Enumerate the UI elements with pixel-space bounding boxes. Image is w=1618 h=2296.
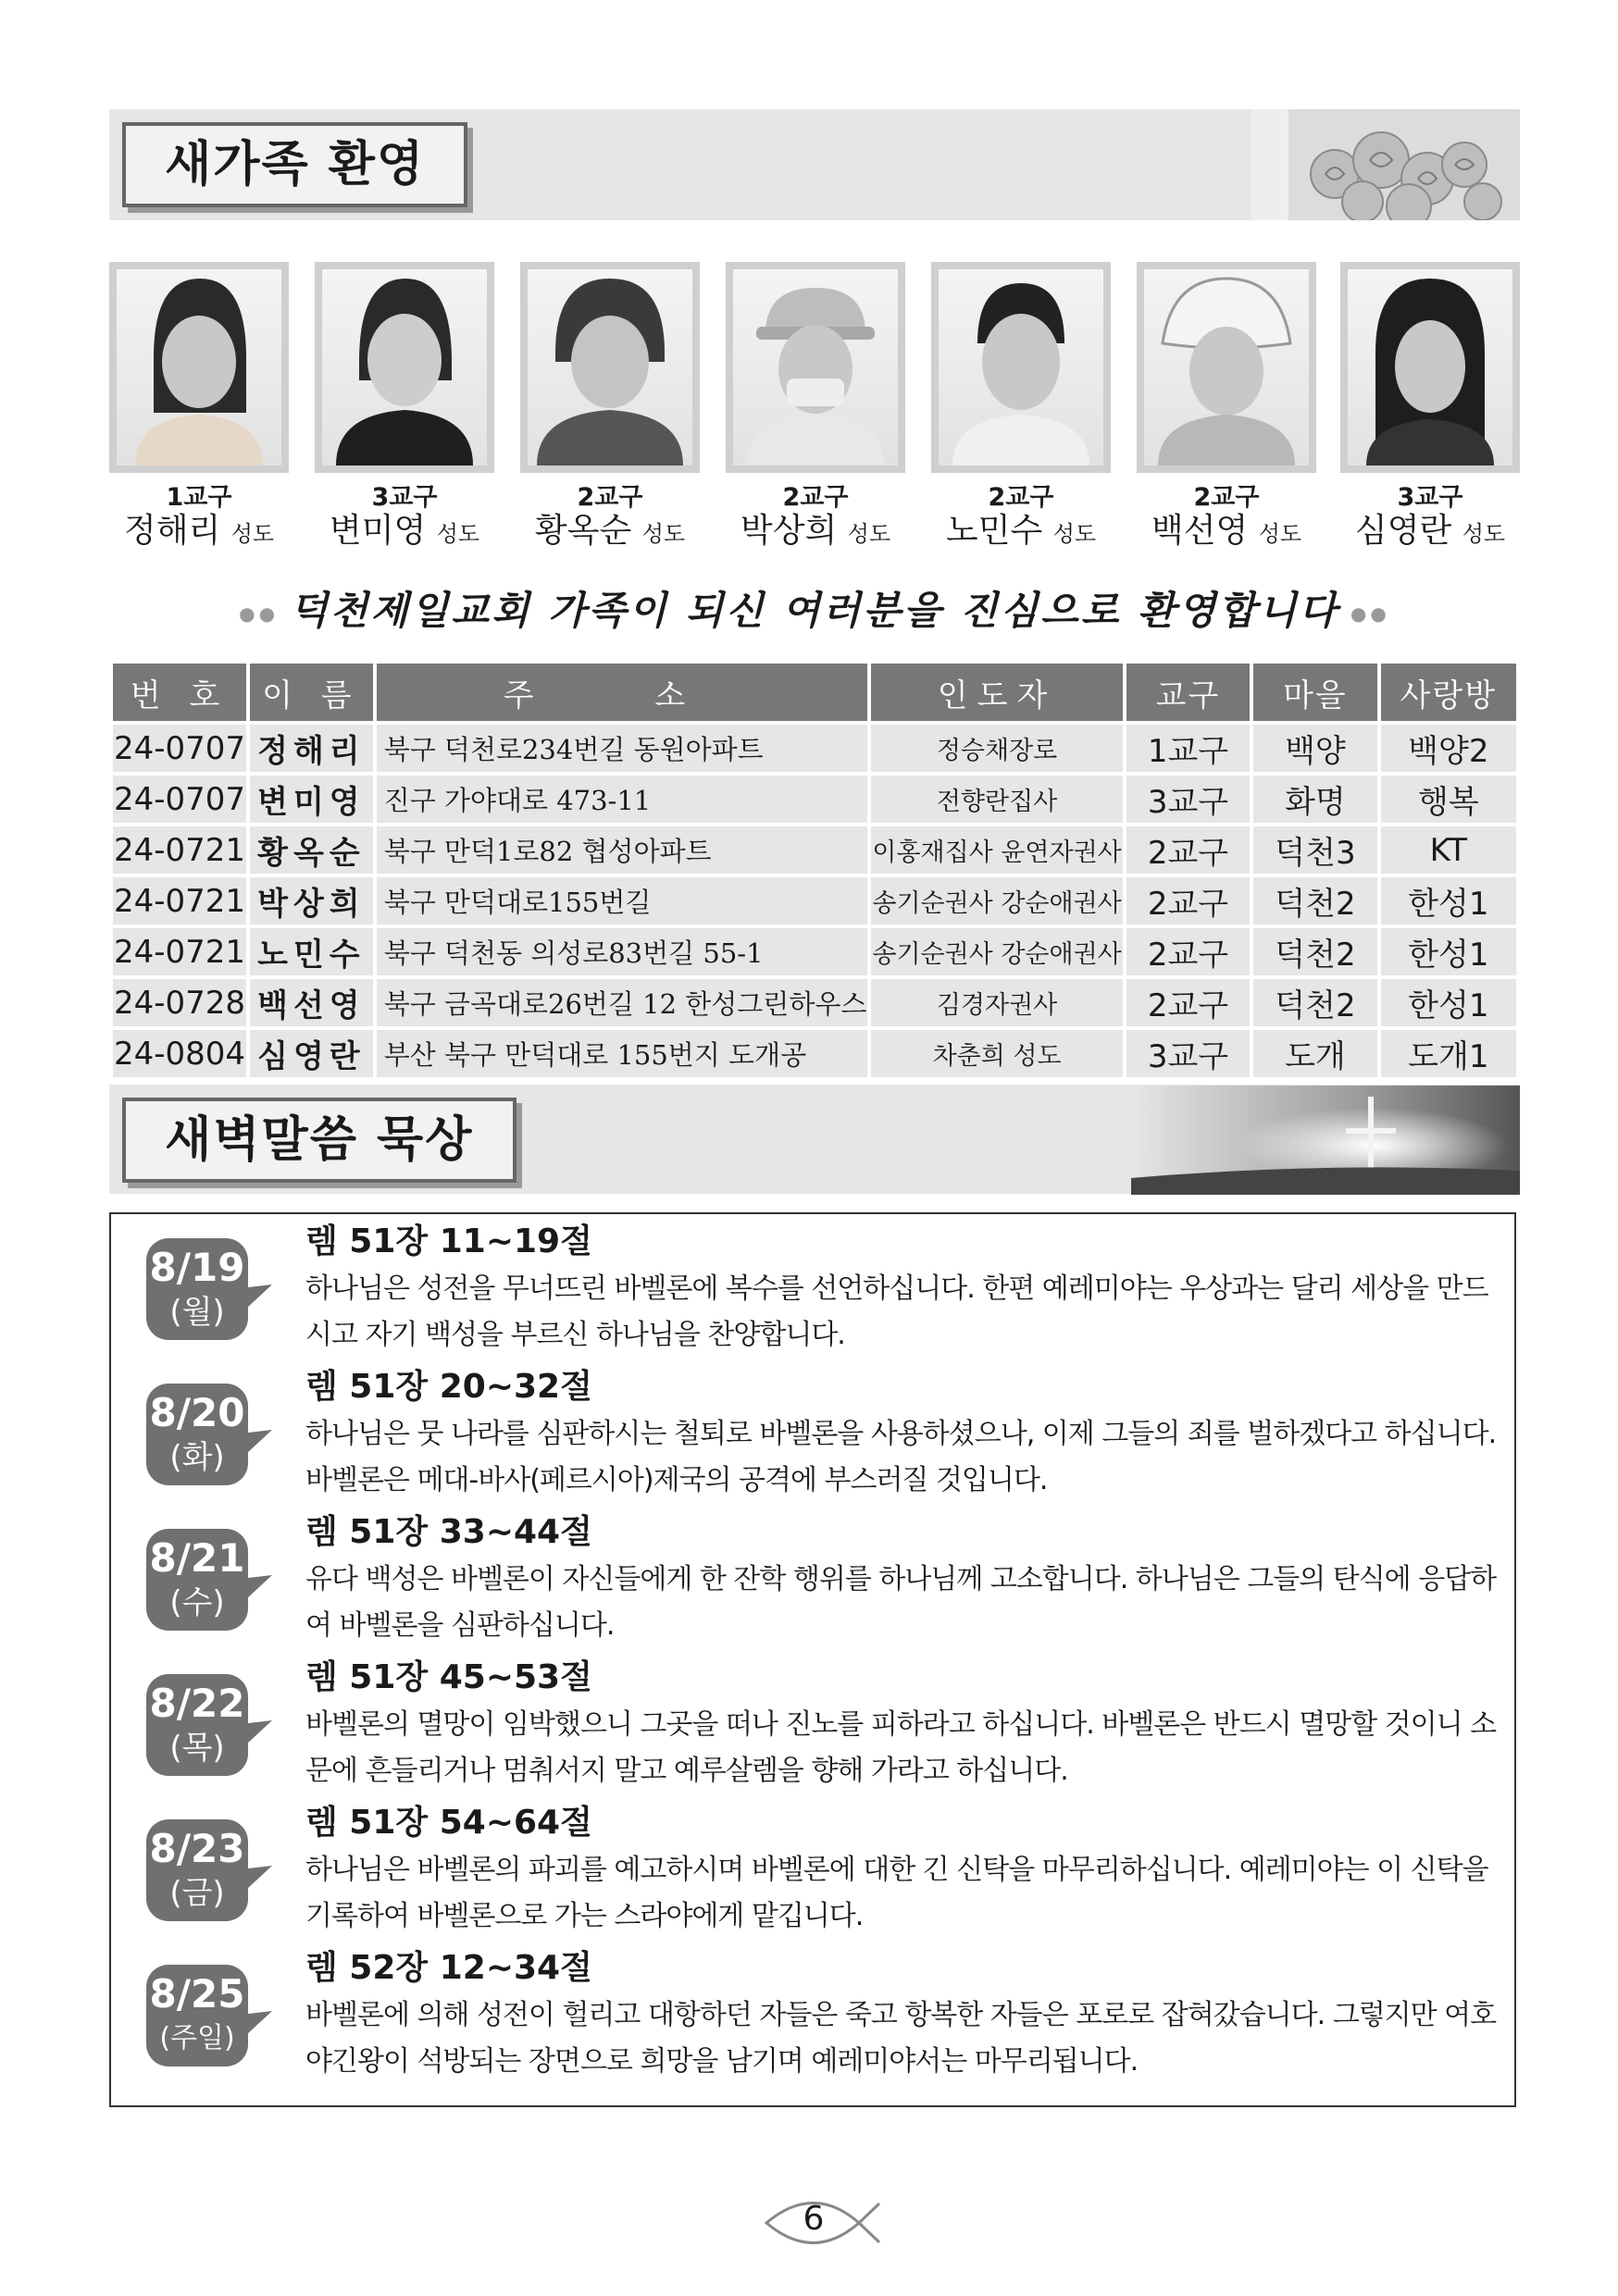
member-photo [109,262,289,473]
bubble-tail-icon [241,2011,278,2039]
scripture-reference: 렘 51장 11~19절 [305,1222,592,1260]
cell-village: 덕천2 [1253,928,1376,975]
scripture-reference: 렘 51장 33~44절 [305,1513,592,1551]
cell-number: 24-0707 [113,776,246,823]
cell-guide: 김경자권사 [871,979,1122,1026]
scripture-reference: 렘 51장 45~53절 [305,1658,592,1696]
meditation-text: 하나님은 뭇 나라를 심판하시는 철퇴로 바벨론을 사용하셨으나, 이제 그들의 죄를 벌하겠다고 하십니다. 바벨론은 메대-바사(페르시아)제국의 공격에 부스러질 것입니다. [305,1418,1497,1496]
date-badge [146,1529,248,1631]
meditation-entry [111,1650,1518,1794]
cell-guide: 차춘희 성도 [871,1030,1122,1077]
column-header: 이 름 [250,664,373,721]
date-badge [146,1674,248,1776]
date-badge [146,1384,248,1485]
column-header: 교구 [1126,664,1250,721]
entry-date: 8/19 [149,1245,245,1290]
cell-village: 도개 [1253,1030,1376,1077]
cell-number: 24-0721 [113,877,246,925]
cell-address: 북구 만덕대로155번길 [377,877,868,925]
member-photo [315,262,494,473]
cell-name: 변미영 [250,776,373,823]
entry-date: 8/25 [149,1971,245,2017]
member-district: 3교구 [1397,483,1463,512]
cell-village: 덕천3 [1253,826,1376,874]
cell-group: 한성1 [1381,928,1516,975]
section-title-meditation: 새벽말씀 묵상 [122,1098,517,1183]
member-name: 변미영 성도 [329,512,480,550]
welcome-message [109,585,1520,639]
cell-group: 한성1 [1381,877,1516,925]
cell-number: 24-0804 [113,1030,246,1077]
new-member-photos [109,262,1520,577]
cell-name: 노민수 [250,928,373,975]
member-card [520,262,700,553]
bubble-tail-icon [241,1285,278,1312]
member-card [315,262,494,553]
member-district: 2교구 [1193,483,1260,512]
cell-name: 정해리 [250,725,373,772]
member-district: 1교구 [166,483,232,512]
bubble-tail-icon [241,1866,278,1893]
member-photo [931,262,1111,473]
cell-guide: 정승채장로 [871,725,1122,772]
scripture-reference: 렘 51장 54~64절 [305,1804,592,1842]
cell-number: 24-0707 [113,725,246,772]
table-row [113,928,1516,975]
entry-date: 8/22 [149,1681,245,1726]
table-header-row [113,664,1516,721]
table-row [113,725,1516,772]
cell-address: 진구 가야대로 473-11 [377,776,868,823]
cell-group: 행복 [1381,776,1516,823]
member-name: 박상희 성도 [740,512,891,550]
meditation-entry [111,1214,1518,1359]
meditation-entry [111,1795,1518,1940]
column-header: 사랑방 [1381,664,1516,721]
table-row [113,776,1516,823]
table-row [113,877,1516,925]
bubble-tail-icon [241,1575,278,1603]
date-badge [146,1238,248,1340]
new-family-banner [109,109,1520,220]
cell-group: 한성1 [1381,979,1516,1026]
table-row [113,979,1516,1026]
scripture-reference: 렘 51장 20~32절 [305,1368,592,1406]
cell-name: 심영란 [250,1030,373,1077]
cell-village: 화명 [1253,776,1376,823]
cell-guide: 송기순권사 강순애권사 [871,928,1122,975]
date-badge [146,1965,248,2066]
cell-village: 덕천2 [1253,979,1376,1026]
member-photo [1340,262,1520,473]
cell-district: 3교구 [1126,1030,1250,1077]
member-name: 황옥순 성도 [534,512,686,550]
welcome-message-text: 덕천제일교회 가족이 되신 여러분을 진심으로 환영합니다 [290,588,1339,633]
entry-weekday: (화) [169,1439,225,1476]
member-card [109,262,289,553]
meditation-box [109,1212,1516,2107]
entry-weekday: (수) [169,1584,225,1621]
entry-weekday: (금) [169,1875,225,1912]
cell-address: 북구 만덕1로82 협성아파트 [377,826,868,874]
cell-guide: 전향란집사 [871,776,1122,823]
cell-district: 2교구 [1126,979,1250,1026]
bubble-tail-icon [241,1430,278,1458]
roses-decoration-icon [1251,109,1520,220]
table-row [113,826,1516,874]
cell-guide: 이홍재집사 윤연자권사 [871,826,1122,874]
meditation-text: 유다 백성은 바벨론이 자신들에게 한 잔학 행위를 하나님께 고소합니다. 하나님은 그들의 탄식에 응답하여 바벨론을 심판하십니다. [305,1563,1497,1642]
cell-name: 백선영 [250,979,373,1026]
entry-weekday: (월) [169,1294,225,1331]
column-header: 마을 [1253,664,1376,721]
member-card [931,262,1111,553]
sunrise-cross-icon [1131,1085,1520,1196]
column-header: 번 호 [113,664,246,721]
member-photo [1137,262,1316,473]
table-row [113,1030,1516,1077]
cell-group: 도개1 [1381,1030,1516,1077]
cell-district: 3교구 [1126,776,1250,823]
cell-address: 부산 북구 만덕대로 155번지 도개공 [377,1030,868,1077]
meditation-entry [111,1941,1518,2085]
member-district: 2교구 [988,483,1054,512]
entry-date: 8/20 [149,1390,245,1435]
cell-name: 박상희 [250,877,373,925]
member-name: 심영란 성도 [1354,512,1506,550]
cell-address: 북구 금곡대로26번길 12 한성그린하우스 [377,979,868,1026]
cell-group: 백양2 [1381,725,1516,772]
bubble-tail-icon [241,1720,278,1748]
page-number-text: 6 [803,2200,825,2238]
cell-name: 황옥순 [250,826,373,874]
member-card [1340,262,1520,553]
dots-decoration-icon: ●● [1350,602,1390,625]
entry-weekday: (주일) [159,2022,235,2054]
entry-date: 8/23 [149,1826,245,1871]
cell-district: 1교구 [1126,725,1250,772]
meditation-text: 바벨론에 의해 성전이 헐리고 대항하던 자들은 죽고 항복한 자들은 포로로 잡혀갔습니다. 그렇지만 여호야긴왕이 석방되는 장면으로 희망을 남기며 예레미야서는 마무리됩니다. [305,1999,1497,2078]
cell-district: 2교구 [1126,826,1250,874]
meditation-entry [111,1359,1518,1504]
member-card [726,262,905,553]
member-name: 백선영 성도 [1151,512,1302,550]
meditation-text: 하나님은 성전을 무너뜨린 바벨론에 복수를 선언하십니다. 한편 예레미야는 우상과는 달리 세상을 만드시고 자기 백성을 부르신 하나님을 찬양합니다. [305,1272,1488,1351]
member-photo [520,262,700,473]
cell-number: 24-0721 [113,928,246,975]
member-name: 정해리 성도 [123,512,275,550]
column-header: 인도자 [871,664,1122,721]
meditation-entry [111,1505,1518,1649]
member-card [1137,262,1316,553]
meditation-banner [109,1085,1520,1194]
cell-number: 24-0721 [113,826,246,874]
page-number [763,2191,883,2255]
dots-decoration-icon: ●● [239,602,280,625]
cell-village: 덕천2 [1253,877,1376,925]
member-photo [726,262,905,473]
meditation-text: 바벨론의 멸망이 임박했으니 그곳을 떠나 진노를 피하라고 하십니다. 바벨론은 반드시 멸망할 것이니 소문에 흔들리거나 멈춰서지 말고 예루살렘을 향해 가라고 하십니다. [305,1708,1497,1787]
column-header: 주 소 [377,664,868,721]
member-name: 노민수 성도 [945,512,1097,550]
cell-district: 2교구 [1126,928,1250,975]
section-title-new-family: 새가족 환영 [122,122,467,207]
member-district: 3교구 [371,483,438,512]
cell-guide: 송기순권사 강순애권사 [871,877,1122,925]
new-member-table [109,660,1520,1081]
meditation-text: 하나님은 바벨론의 파괴를 예고하시며 바벨론에 대한 긴 신탁을 마무리하십니다. 예레미야는 이 신탁을 기록하여 바벨론으로 가는 스라야에게 맡깁니다. [305,1854,1488,1932]
entry-date: 8/21 [149,1535,245,1581]
entry-weekday: (목) [169,1730,225,1767]
scripture-reference: 렘 52장 12~34절 [305,1949,592,1987]
cell-village: 백양 [1253,725,1376,772]
cell-district: 2교구 [1126,877,1250,925]
member-district: 2교구 [577,483,643,512]
member-district: 2교구 [782,483,849,512]
cell-group: KT [1381,826,1516,874]
date-badge [146,1819,248,1921]
cell-number: 24-0728 [113,979,246,1026]
cell-address: 북구 덕천동 의성로83번길 55-1 [377,928,868,975]
cell-address: 북구 덕천로234번길 동원아파트 [377,725,868,772]
